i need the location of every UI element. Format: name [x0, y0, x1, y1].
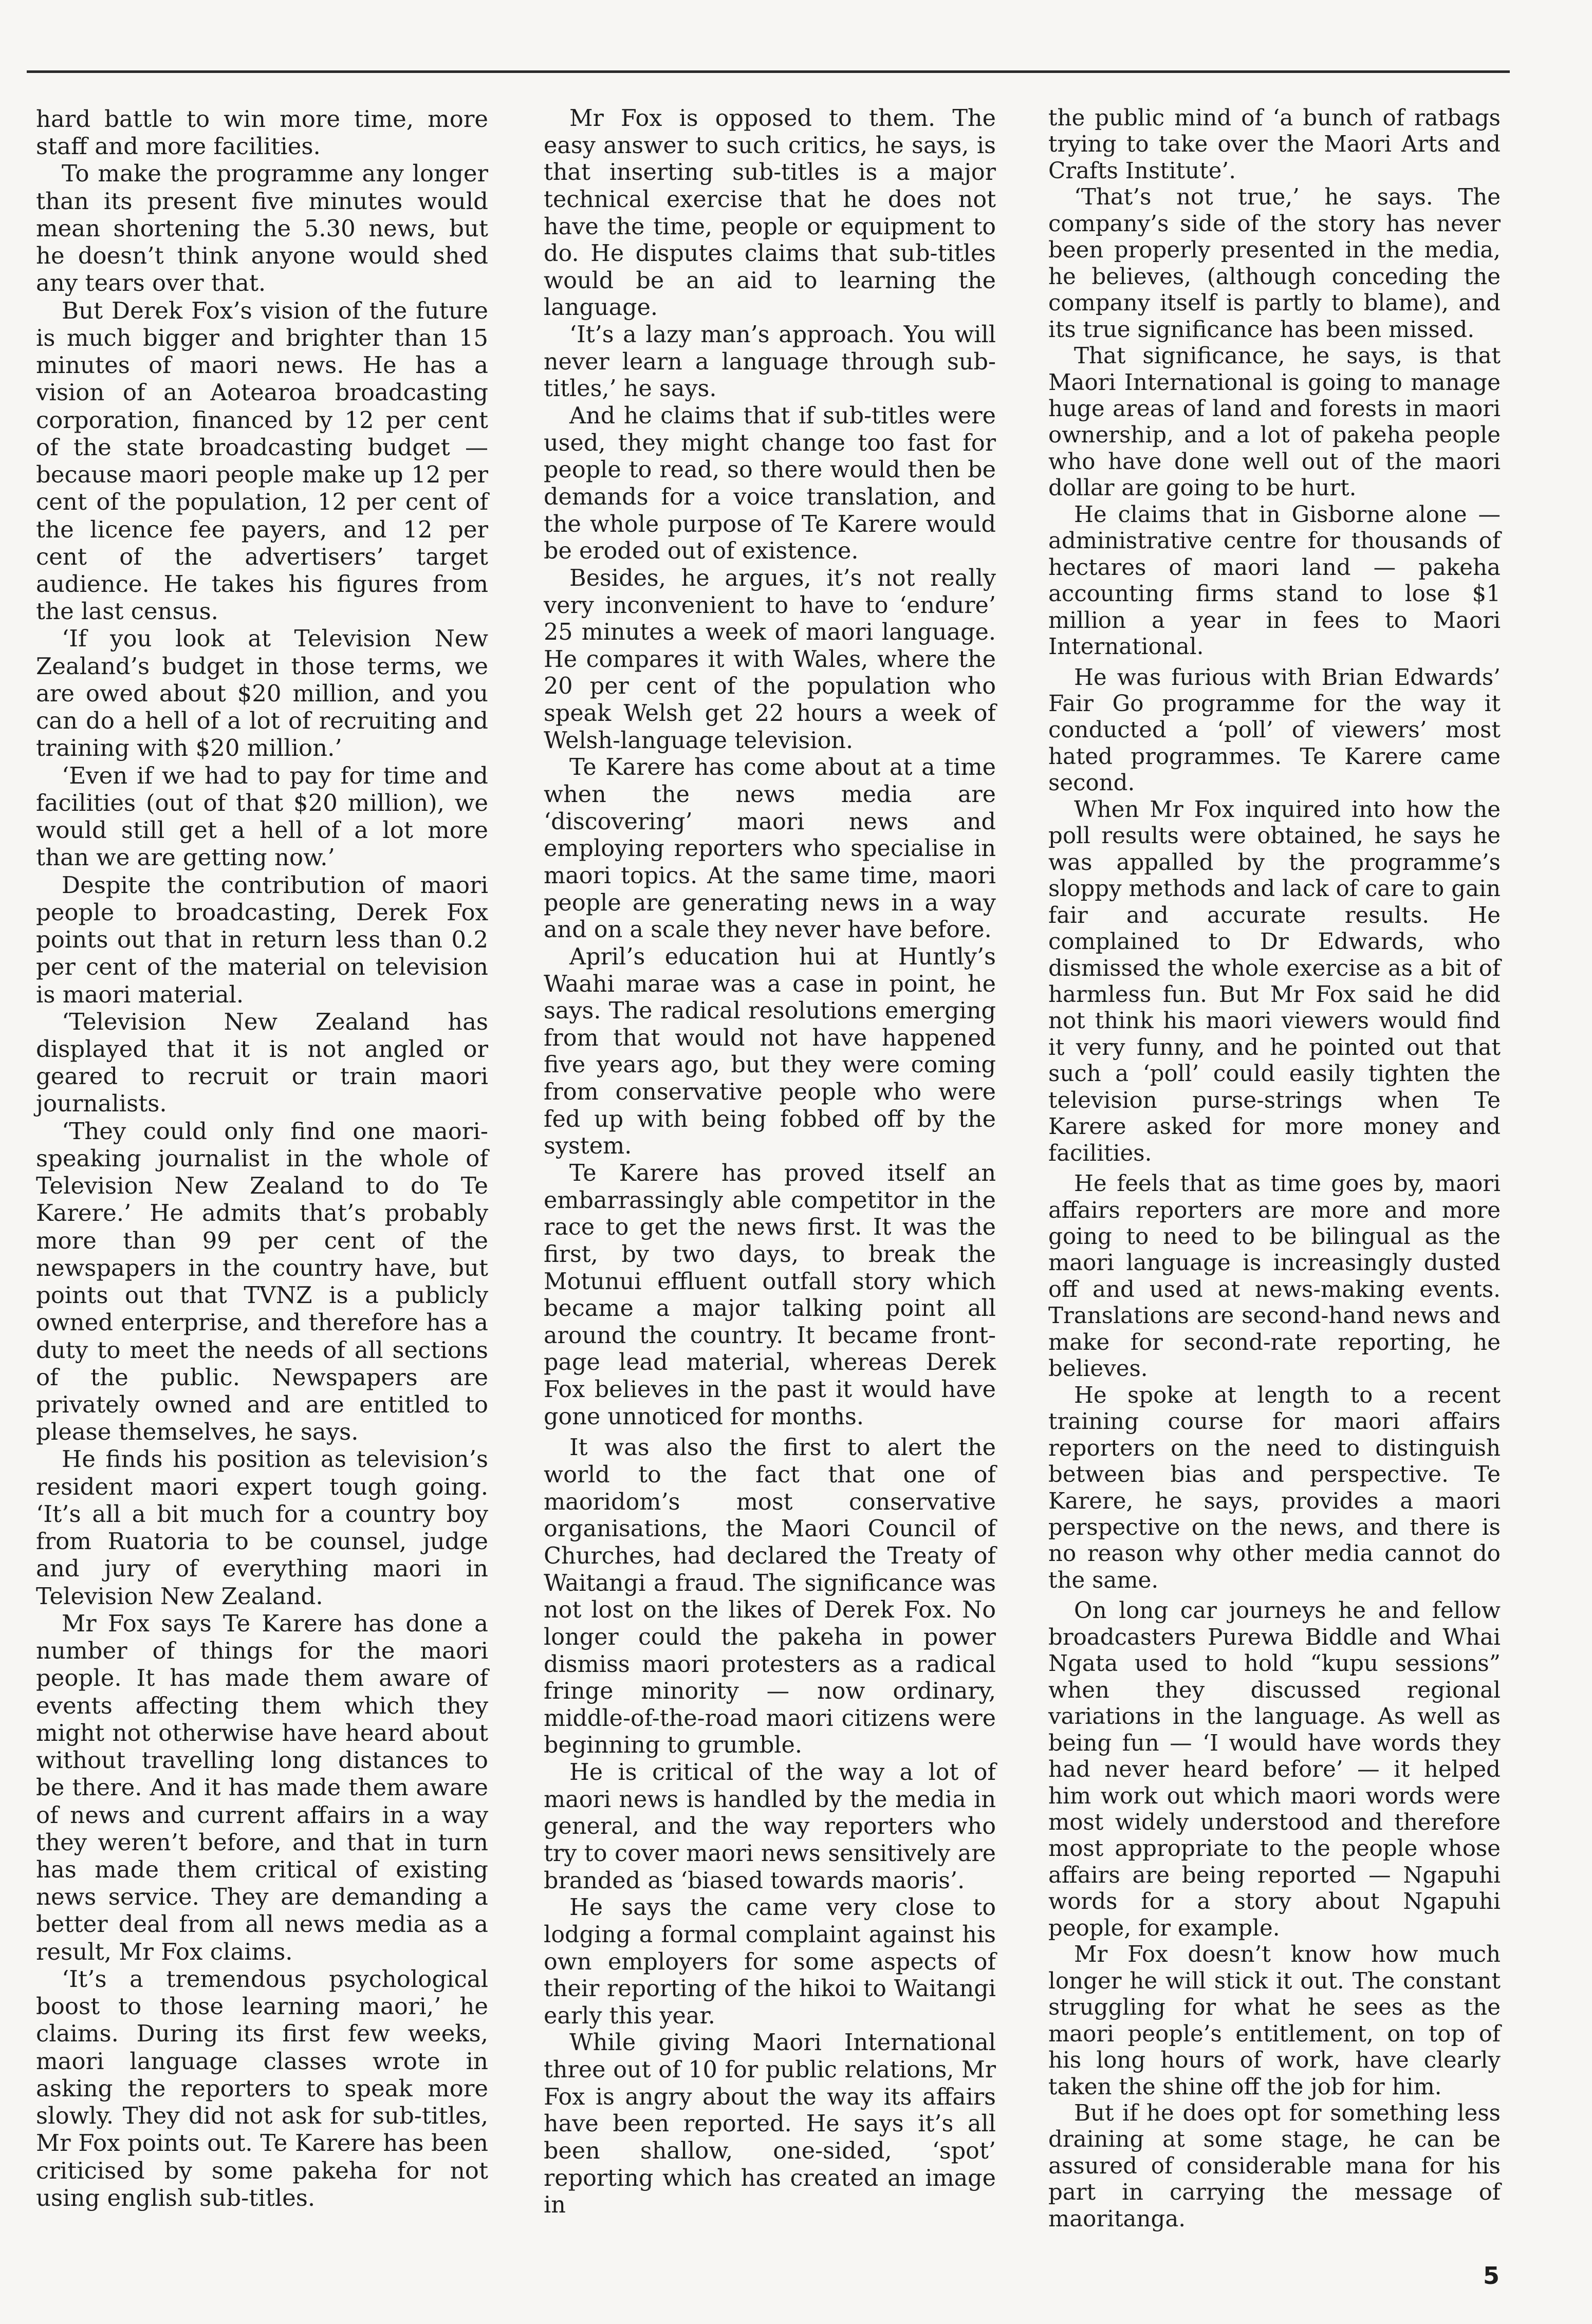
- top-rule: [27, 70, 1510, 73]
- text-column-2: [544, 105, 996, 2219]
- text-column-3: [1048, 105, 1501, 2233]
- paragraph: the public mind of ‘a bunch of ratbags trying to take over the Maori Arts and Crafts Institute’.: [1048, 105, 1501, 184]
- paragraph: ‘Television New Zealand has displayed that it is not angled or geared to recruit or train maori journalists.: [36, 1008, 488, 1118]
- text-column-1: [36, 105, 488, 2211]
- paragraph: That significance, he says, is that Maori International is going to manage huge areas of land and forests in maori ownership, and a lot of pakeha people who have done well out of the maori dollar are going to be hurt.: [1048, 343, 1501, 501]
- paragraph: hard battle to win more time, more staff and more facilities.: [36, 105, 488, 160]
- paragraph: But Derek Fox’s vision of the future is much bigger and brighter than 15 minutes of maori news. He has a vision of an Aotearoa broadcasting corporation, financed by 12 per cent of the state broadcasting budget — because maori people make up 12 per cent of the population, 12 per cent of the licence fee payers, and 12 per cent of the advertisers’ target audience. He takes his figures from the last census.: [36, 296, 488, 625]
- paragraph: ‘They could only find one maori-speaking journalist in the whole of Television New Zealand to do Te Karere.’ He admits that’s probably more than 99 per cent of the newspapers in the country have, but points out that TVNZ is a publicly owned enterprise, and therefore has a duty to meet the needs of all sections of the public. Newspapers are privately owned and are entitled to please themselves, he says.: [36, 1117, 488, 1446]
- page-number: 5: [1483, 2262, 1500, 2290]
- paragraph: Mr Fox doesn’t know how much longer he will stick it out. The constant struggling for what he sees as the maori people’s entitlement, on top of his long hours of work, have clearly taken the shine off the job for him.: [1048, 1942, 1501, 2100]
- paragraph: It was also the first to alert the world to the fact that one of maoridom’s most conservative organisations, the Maori Council of Churches, had declared the Treaty of Waitangi a fraud. The significance was not lost on the likes of Derek Fox. No longer could the pakeha in power dismiss maori protesters as a radical fringe minority — now ordinary, middle-of-the-road maori citizens were beginning to grumble.: [544, 1435, 996, 1759]
- paragraph: To make the programme any longer than its present five minutes would mean shortening the 5.30 news, but he doesn’t think anyone would shed any tears over that.: [36, 160, 488, 297]
- paragraph: He spoke at length to a recent training course for maori affairs reporters on the need to distinguish between bias and perspective. Te Karere, he says, provides a maori perspective on the news, and there is no reason why other media cannot do the same.: [1048, 1382, 1501, 1593]
- paragraph: ‘If you look at Television New Zealand’s budget in those terms, we are owed about $20 million, and you can do a hell of a lot of recruiting and training with $20 million.’: [36, 625, 488, 762]
- paragraph: Despite the contribution of maori people to broadcasting, Derek Fox points out that in return less than 0.2 per cent of the material on television is maori material.: [36, 871, 488, 1008]
- paragraph: Mr Fox is opposed to them. The easy answer to such critics, he says, is that inserting sub-titles is a major technical exercise that he does not have the time, people or equipment to do. He disputes claims that sub-titles would be an aid to learning the language.: [544, 105, 996, 321]
- paragraph: When Mr Fox inquired into how the poll results were obtained, he says he was appalled by the programme’s sloppy methods and lack of care to gain fair and accurate results. He complained to Dr Edwards, who dismissed the whole exercise as a bit of harmless fun. But Mr Fox said he did not think his maori viewers would find it very funny, and he pointed out that such a ‘poll’ could easily tighten the television purse-strings when Te Karere asked for more money and facilities.: [1048, 796, 1501, 1166]
- paragraph: Te Karere has come about at a time when the news media are ‘discovering’ maori news and employing reporters who specialise in maori topics. At the same time, maori people are generating news in a way and on a scale they never have before.: [544, 754, 996, 943]
- paragraph: Te Karere has proved itself an embarrassingly able competitor in the race to get the news first. It was the first, by two days, to break the Motunui effluent outfall story which became a major talking point all around the country. It became front-page lead material, whereas Derek Fox believes in the past it would have gone unnoticed for months.: [544, 1160, 996, 1430]
- paragraph: ‘Even if we had to pay for time and facilities (out of that $20 million), we would still get a hell of a lot more than we are getting now.’: [36, 761, 488, 871]
- paragraph: But if he does opt for something less draining at some stage, he can be assured of considerable mana for his part in carrying the message of maoritanga.: [1048, 2100, 1501, 2232]
- paragraph: He feels that as time goes by, maori affairs reporters are more and more going to need to be bilingual as the maori language is increasingly dusted off and used at news-making events. Translations are second-hand news and make for second-rate reporting, he believes.: [1048, 1171, 1501, 1382]
- paragraph: He was furious with Brian Edwards’ Fair Go programme for the way it conducted a ‘poll’ of viewers’ most hated programmes. Te Karere came second.: [1048, 664, 1501, 796]
- paragraph: April’s education hui at Huntly’s Waahi marae was a case in point, he says. The radical resolutions emerging from that would not have happened five years ago, but they were coming from conservative people who were fed up with being fobbed off by the system.: [544, 943, 996, 1160]
- paragraph: He finds his position as television’s resident maori expert tough going. ‘It’s all a bit much for a country boy from Ruatoria to be counsel, judge and jury of everything maori in Television New Zealand.: [36, 1445, 488, 1610]
- paragraph: And he claims that if sub-titles were used, they might change too fast for people to read, so there would then be demands for a voice translation, and the whole purpose of Te Karere would be eroded out of existence.: [544, 403, 996, 565]
- paragraph: ‘It’s a lazy man’s approach. You will never learn a language through sub-titles,’ he says.: [544, 322, 996, 402]
- paragraph: He claims that in Gisborne alone — administrative centre for thousands of hectares of maori land — pakeha accounting firms stand to lose $1 million a year in fees to Maori International.: [1048, 501, 1501, 660]
- paragraph: He is critical of the way a lot of maori news is handled by the media in general, and the way reporters who try to cover maori news sensitively are branded as ‘biased towards maoris’.: [544, 1759, 996, 1894]
- paragraph: He says the came very close to lodging a formal complaint against his own employers for some aspects of their reporting of the hikoi to Waitangi early this year.: [544, 1894, 996, 2029]
- paragraph: ‘That’s not true,’ he says. The company’s side of the story has never been properly presented in the media, he believes, (although conceding the company itself is partly to blame), and its true significance has been missed.: [1048, 184, 1501, 343]
- paragraph: Besides, he argues, it’s not really very inconvenient to have to ‘endure’ 25 minutes a week of maori language. He compares it with Wales, where the 20 per cent of the population who speak Welsh get 22 hours a week of Welsh-language television.: [544, 565, 996, 754]
- paragraph: ‘It’s a tremendous psychological boost to those learning maori,’ he claims. During its first few weeks, maori language classes wrote in asking the reporters to speak more slowly. They did not ask for sub-titles, Mr Fox points out. Te Karere has been criticised by some pakeha for not using english sub-titles.: [36, 1965, 488, 2211]
- paragraph: Mr Fox says Te Karere has done a number of things for the maori people. It has made them aware of events affecting them which they might not otherwise have heard about without travelling long distances to be there. And it has made them aware of news and current affairs in a way they weren’t before, and that in turn has made them critical of existing news service. They are demanding a better deal from all news media as a result, Mr Fox claims.: [36, 1609, 488, 1965]
- paragraph: While giving Maori International three out of 10 for public relations, Mr Fox is angry about the way its affairs have been reported. He says it’s all been shallow, one-sided, ‘spot’ reporting which has created an image in: [544, 2030, 996, 2219]
- paragraph: On long car journeys he and fellow broadcasters Purewa Biddle and Whai Ngata used to hold “kupu sessions” when they discussed regional variations in the language. As well as being fun — ‘I would have words they had never heard before’ — it helped him work out which maori words were most widely understood and therefore most appropriate to the people whose affairs are being reported — Ngapuhi words for a story about Ngapuhi people, for example.: [1048, 1598, 1501, 1941]
